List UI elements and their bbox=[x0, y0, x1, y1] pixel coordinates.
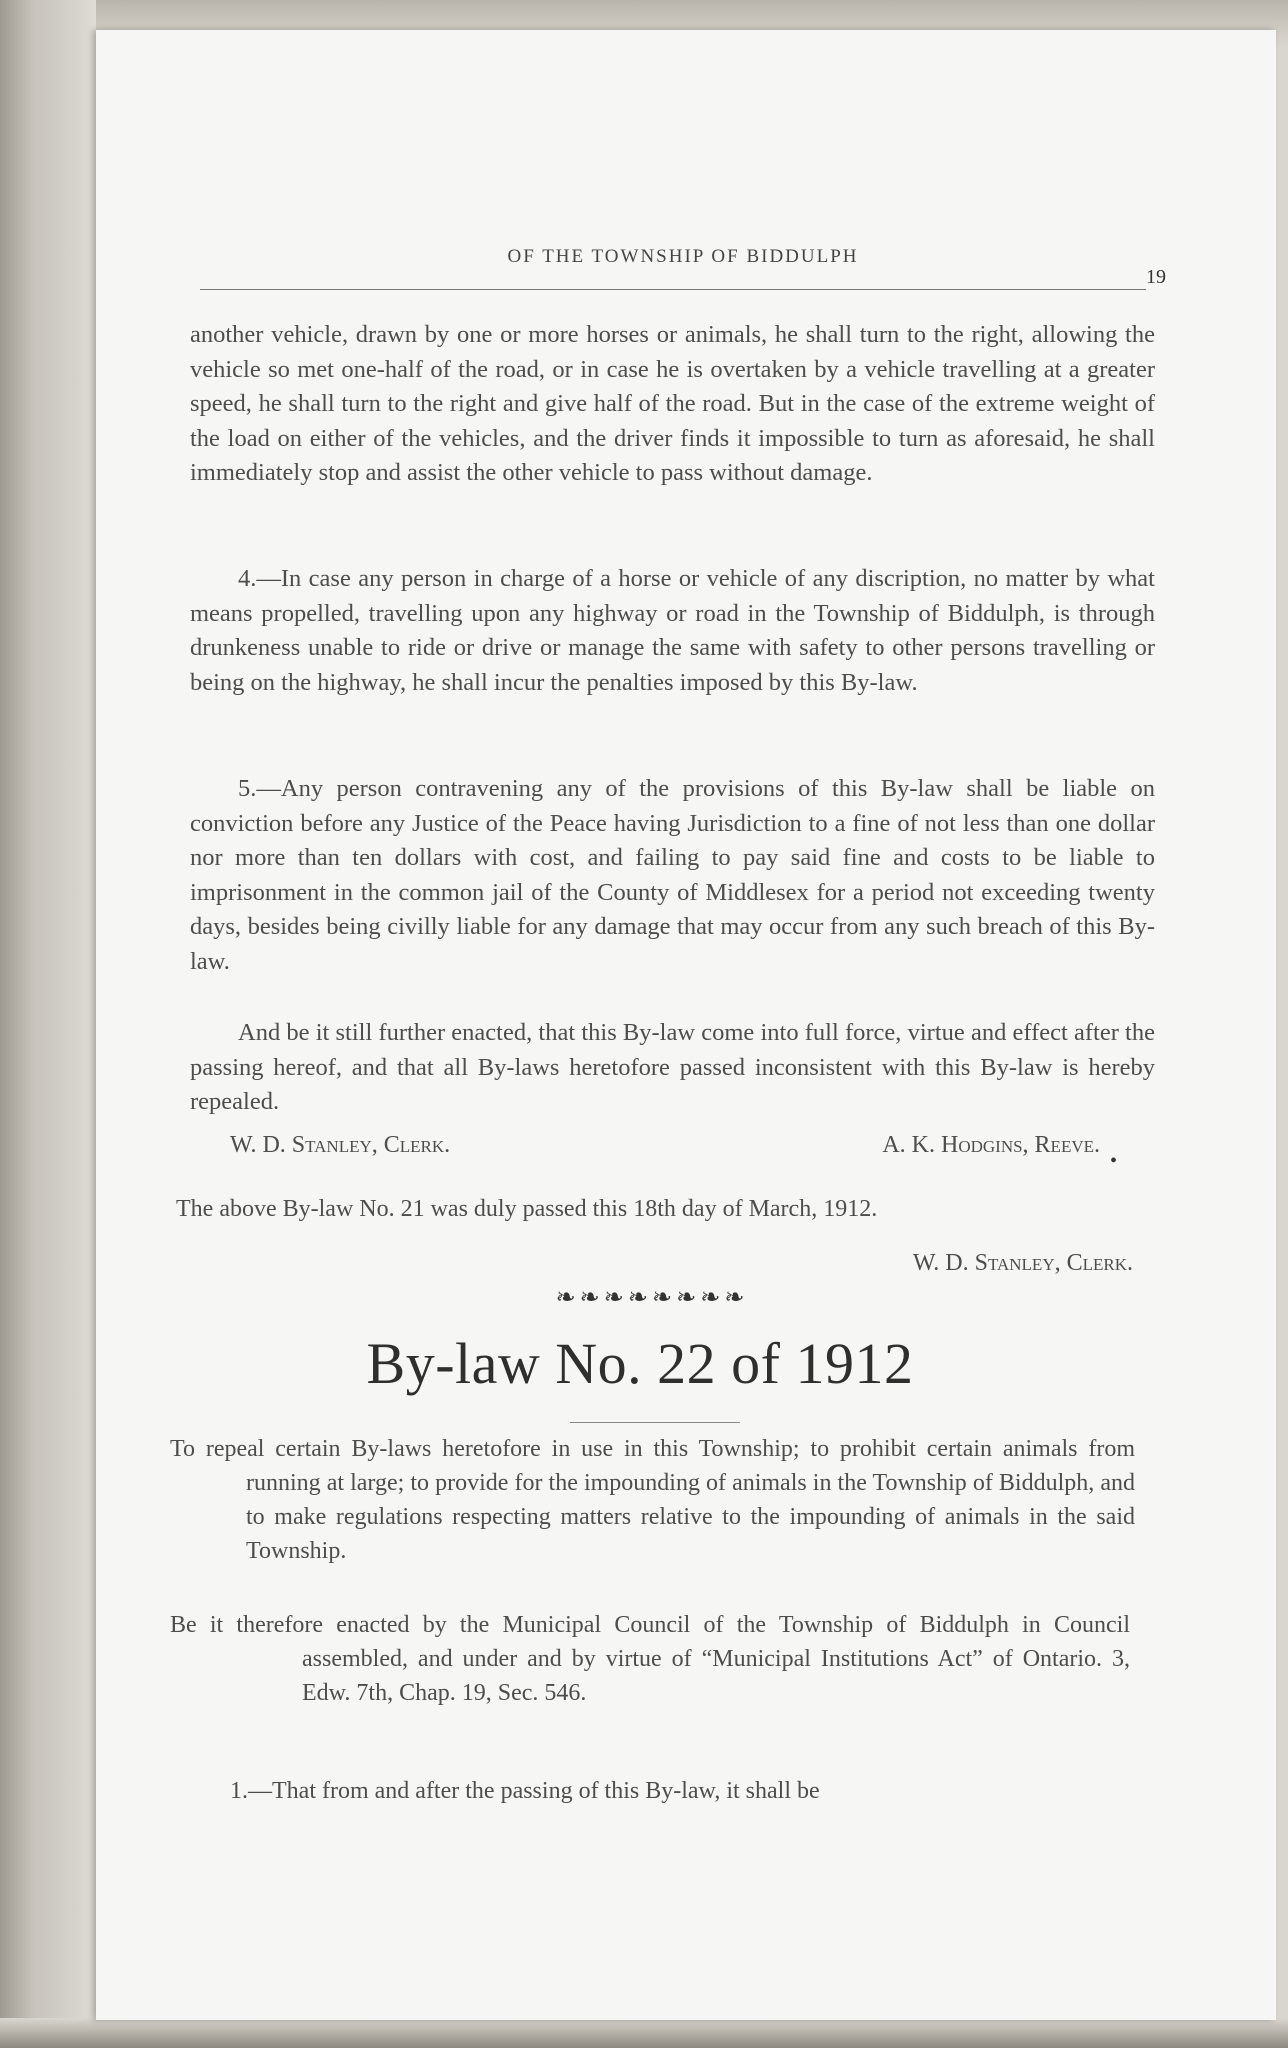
decorative-ornament bbox=[500, 1284, 800, 1312]
reeve-signature: A. K. Hodgins, Reeve. bbox=[882, 1132, 1100, 1158]
paragraph-continuation: another vehicle, drawn by one or more horses or animals, he shall turn to the right, allowing the vehicle so met one-half of the road, or in case he is overtaken by a vehicle travelling at a greater speed, he shall turn to the right and give half of the road. But in the case of the extreme weight of the load on either of the vehicles, and the driver finds it impossible to turn as aforesaid, he shall immediately stop and assist the other vehicle to pass without damage. bbox=[190, 321, 1155, 486]
title-rule bbox=[570, 1422, 740, 1423]
running-title: OF THE TOWNSHIP OF BIDDULPH bbox=[507, 246, 859, 267]
paragraph-section-5: 5.—Any person contravening any of the provisions of this By-law shall be liable on conviction before any Justice of the Peace having Jurisdiction to a fine of not less than one dollar nor more than ten dollars with cost, and failing to pay said fine and costs to be liable to imprisonment in the common jail of the County of Middlesex for a period not exceeding twenty days, besides being civilly liable for any damage that may occur from any such breach of this By-law. bbox=[190, 775, 1155, 975]
book-binding-bottom bbox=[0, 2018, 1288, 2048]
stray-mark: • bbox=[1110, 1150, 1118, 1172]
ornament-glyph: ❧ bbox=[579, 1285, 600, 1311]
ornament-glyph: ❧ bbox=[627, 1285, 648, 1311]
ornament-glyph: ❧ bbox=[555, 1285, 576, 1311]
bylaw-22-enacting-clause: Be it therefore enacted by the Municipal Council of the Township of Biddulph in Council assembled, and under and by virtue of “Municipal Institutions Act” of Ontario. 3, Edw. 7th, Chap. 19, Sec. 546. bbox=[170, 1612, 1130, 1706]
bylaw-22-clause-1: 1.—That from and after the passing of this By-law, it shall be bbox=[230, 1778, 820, 1804]
ornament-glyph: ❧ bbox=[652, 1285, 673, 1311]
clerk-signature: W. D. Stanley, Clerk. bbox=[230, 1132, 451, 1158]
header-rule bbox=[200, 289, 1146, 290]
ornament-glyph: ❧ bbox=[603, 1285, 624, 1311]
passage-note: The above By-law No. 21 was duly passed this 18th day of March, 1912. bbox=[176, 1196, 878, 1222]
ornament-glyph: ❧ bbox=[676, 1285, 697, 1311]
bylaw-22-preamble: To repeal certain By-laws heretofore in use in this Township; to prohibit certain animals from running at large; to provide for the impounding of animals in the Township of Biddulph, and to make regulations respecting matters relative to the impounding of animals in the said Township. bbox=[170, 1436, 1135, 1564]
ornament-glyph: ❧ bbox=[700, 1285, 721, 1311]
page-number: 19 bbox=[1146, 266, 1166, 288]
passage-clerk-signature: W. D. Stanley, Clerk. bbox=[912, 1250, 1133, 1276]
paragraph-enacted: And be it still further enacted, that this By-law come into full force, virtue and effect after the passing hereof, and that all By-laws heretofore passed inconsistent with this By-law is hereby repealed. bbox=[190, 1019, 1155, 1115]
running-header bbox=[200, 240, 1166, 288]
book-binding-left bbox=[0, 0, 96, 2048]
ornament-glyph: ❧ bbox=[724, 1285, 745, 1311]
signature-line bbox=[230, 1132, 1130, 1168]
bylaw-22-title: By-law No. 22 of 1912 bbox=[366, 1331, 914, 1396]
paragraph-section-4: 4.—In case any person in charge of a horse or vehicle of any discription, no matter by what means propelled, travelling upon any highway or road in the Township of Biddulph, is through drunkeness unable to ride or drive or manage the same with safety to other persons travelling or being on the highway, he shall incur the penalties imposed by this By-law. bbox=[190, 565, 1155, 696]
